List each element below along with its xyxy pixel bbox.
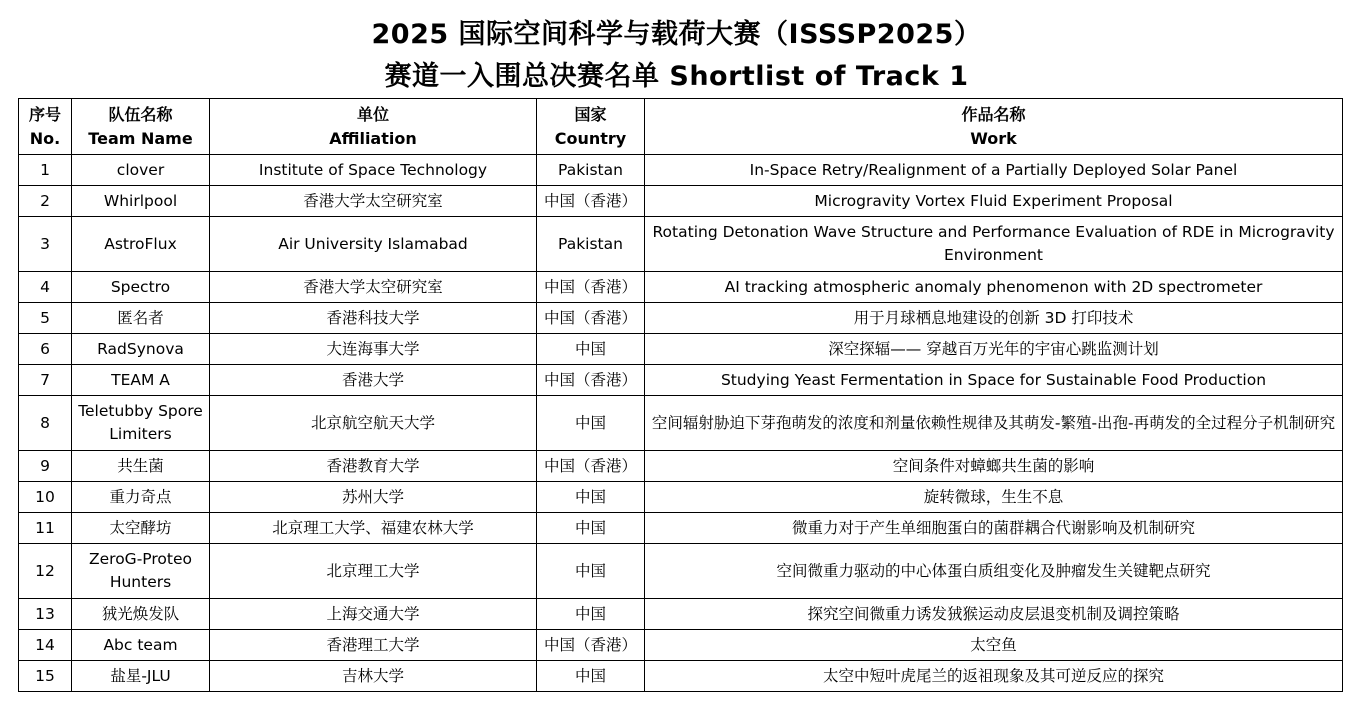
cell-team: Spectro	[72, 272, 210, 303]
cell-team: RadSynova	[72, 334, 210, 365]
cell-affiliation: 北京理工大学	[210, 544, 537, 599]
cell-work: 太空鱼	[645, 630, 1343, 661]
header-affiliation	[210, 99, 537, 155]
cell-country: 中国（香港）	[537, 303, 645, 334]
cell-work: 空间微重力驱动的中心体蛋白质组变化及肿瘤发生关键靶点研究	[645, 544, 1343, 599]
cell-team: AstroFlux	[72, 217, 210, 272]
cell-team: TEAM A	[72, 365, 210, 396]
table-row	[19, 217, 1343, 272]
cell-affiliation: 北京理工大学、福建农林大学	[210, 513, 537, 544]
cell-no: 15	[19, 661, 72, 692]
cell-affiliation: 香港大学太空研究室	[210, 186, 537, 217]
cell-affiliation: 香港大学	[210, 365, 537, 396]
header-team-cn: 队伍名称	[108, 104, 173, 124]
header-team	[72, 99, 210, 155]
cell-work: 旋转微球，生生不息	[645, 482, 1343, 513]
header-no-en: No.	[29, 128, 61, 148]
cell-affiliation: 北京航空航天大学	[210, 396, 537, 451]
cell-affiliation: Air University Islamabad	[210, 217, 537, 272]
cell-country: 中国	[537, 334, 645, 365]
table-row	[19, 155, 1343, 186]
header-no	[19, 99, 72, 155]
cell-team: 共生菌	[72, 451, 210, 482]
cell-work: Microgravity Vortex Fluid Experiment Proposal	[645, 186, 1343, 217]
cell-country: 中国（香港）	[537, 630, 645, 661]
cell-no: 6	[19, 334, 72, 365]
table-row	[19, 661, 1343, 692]
cell-team: Whirlpool	[72, 186, 210, 217]
cell-work: 空间条件对蟑螂共生菌的影响	[645, 451, 1343, 482]
cell-work: 微重力对于产生单细胞蛋白的菌群耦合代谢影响及机制研究	[645, 513, 1343, 544]
cell-affiliation: Institute of Space Technology	[210, 155, 537, 186]
table-row	[19, 630, 1343, 661]
cell-country: Pakistan	[537, 155, 645, 186]
cell-country: 中国	[537, 482, 645, 513]
cell-no: 7	[19, 365, 72, 396]
cell-team: 重力奇点	[72, 482, 210, 513]
header-country-cn: 国家	[574, 104, 607, 124]
document-title	[0, 0, 1353, 98]
table-row	[19, 396, 1343, 451]
cell-no: 5	[19, 303, 72, 334]
table-row	[19, 599, 1343, 630]
cell-work: 深空探辐—— 穿越百万光年的宇宙心跳监测计划	[645, 334, 1343, 365]
header-no-cn: 序号	[28, 104, 61, 124]
table-row	[19, 272, 1343, 303]
cell-country: 中国	[537, 599, 645, 630]
cell-team: ZeroG-Proteo Hunters	[72, 544, 210, 599]
header-row	[19, 99, 1343, 155]
cell-team: 狨光焕发队	[72, 599, 210, 630]
cell-no: 11	[19, 513, 72, 544]
cell-country: 中国	[537, 544, 645, 599]
cell-no: 3	[19, 217, 72, 272]
table-row	[19, 544, 1343, 599]
cell-affiliation: 上海交通大学	[210, 599, 537, 630]
cell-team: 盐星-JLU	[72, 661, 210, 692]
cell-affiliation: 香港教育大学	[210, 451, 537, 482]
cell-country: 中国（香港）	[537, 365, 645, 396]
cell-team: Abc team	[72, 630, 210, 661]
table-row	[19, 365, 1343, 396]
cell-work: Studying Yeast Fermentation in Space for Sustainable Food Production	[645, 365, 1343, 396]
title-line-1: 2025 国际空间科学与载荷大赛（ISSSP2025）	[371, 19, 982, 50]
shortlist-table	[18, 98, 1343, 692]
cell-work: 探究空间微重力诱发狨猴运动皮层退变机制及调控策略	[645, 599, 1343, 630]
cell-country: 中国	[537, 513, 645, 544]
cell-work: 太空中短叶虎尾兰的返祖现象及其可逆反应的探究	[645, 661, 1343, 692]
cell-affiliation: 大连海事大学	[210, 334, 537, 365]
cell-team: clover	[72, 155, 210, 186]
cell-work: In-Space Retry/Realignment of a Partially Deployed Solar Panel	[645, 155, 1343, 186]
cell-work: 空间辐射胁迫下芽孢萌发的浓度和剂量依赖性规律及其萌发-繁殖-出孢-再萌发的全过程分子机制研究	[645, 396, 1343, 451]
cell-affiliation: 苏州大学	[210, 482, 537, 513]
table-row	[19, 451, 1343, 482]
table-row	[19, 303, 1343, 334]
cell-work: 用于月球栖息地建设的创新 3D 打印技术	[645, 303, 1343, 334]
cell-no: 14	[19, 630, 72, 661]
cell-country: 中国（香港）	[537, 451, 645, 482]
header-work-en: Work	[970, 128, 1017, 148]
cell-team: 太空酵坊	[72, 513, 210, 544]
cell-work: Rotating Detonation Wave Structure and Performance Evaluation of RDE in Microgravity Environment	[645, 217, 1343, 272]
cell-team: 匿名者	[72, 303, 210, 334]
title-line-2: 赛道一入围总决赛名单 Shortlist of Track 1	[384, 61, 969, 92]
header-country	[537, 99, 645, 155]
table-row	[19, 334, 1343, 365]
cell-country: 中国	[537, 661, 645, 692]
table-row	[19, 513, 1343, 544]
header-country-en: Country	[554, 128, 627, 148]
header-work-cn: 作品名称	[961, 104, 1026, 124]
header-affiliation-cn: 单位	[356, 104, 389, 124]
cell-country: 中国（香港）	[537, 272, 645, 303]
cell-affiliation: 吉林大学	[210, 661, 537, 692]
cell-team: Teletubby Spore Limiters	[72, 396, 210, 451]
cell-no: 1	[19, 155, 72, 186]
cell-affiliation: 香港大学太空研究室	[210, 272, 537, 303]
header-team-en: Team Name	[88, 128, 193, 148]
cell-no: 9	[19, 451, 72, 482]
cell-no: 4	[19, 272, 72, 303]
header-work	[645, 99, 1343, 155]
cell-country: Pakistan	[537, 217, 645, 272]
table-row	[19, 482, 1343, 513]
cell-country: 中国（香港）	[537, 186, 645, 217]
cell-no: 10	[19, 482, 72, 513]
cell-no: 8	[19, 396, 72, 451]
cell-affiliation: 香港理工大学	[210, 630, 537, 661]
table-row	[19, 186, 1343, 217]
cell-no: 12	[19, 544, 72, 599]
cell-no: 2	[19, 186, 72, 217]
header-affiliation-en: Affiliation	[329, 128, 417, 148]
cell-work: AI tracking atmospheric anomaly phenomenon with 2D spectrometer	[645, 272, 1343, 303]
cell-no: 13	[19, 599, 72, 630]
cell-country: 中国	[537, 396, 645, 451]
cell-affiliation: 香港科技大学	[210, 303, 537, 334]
